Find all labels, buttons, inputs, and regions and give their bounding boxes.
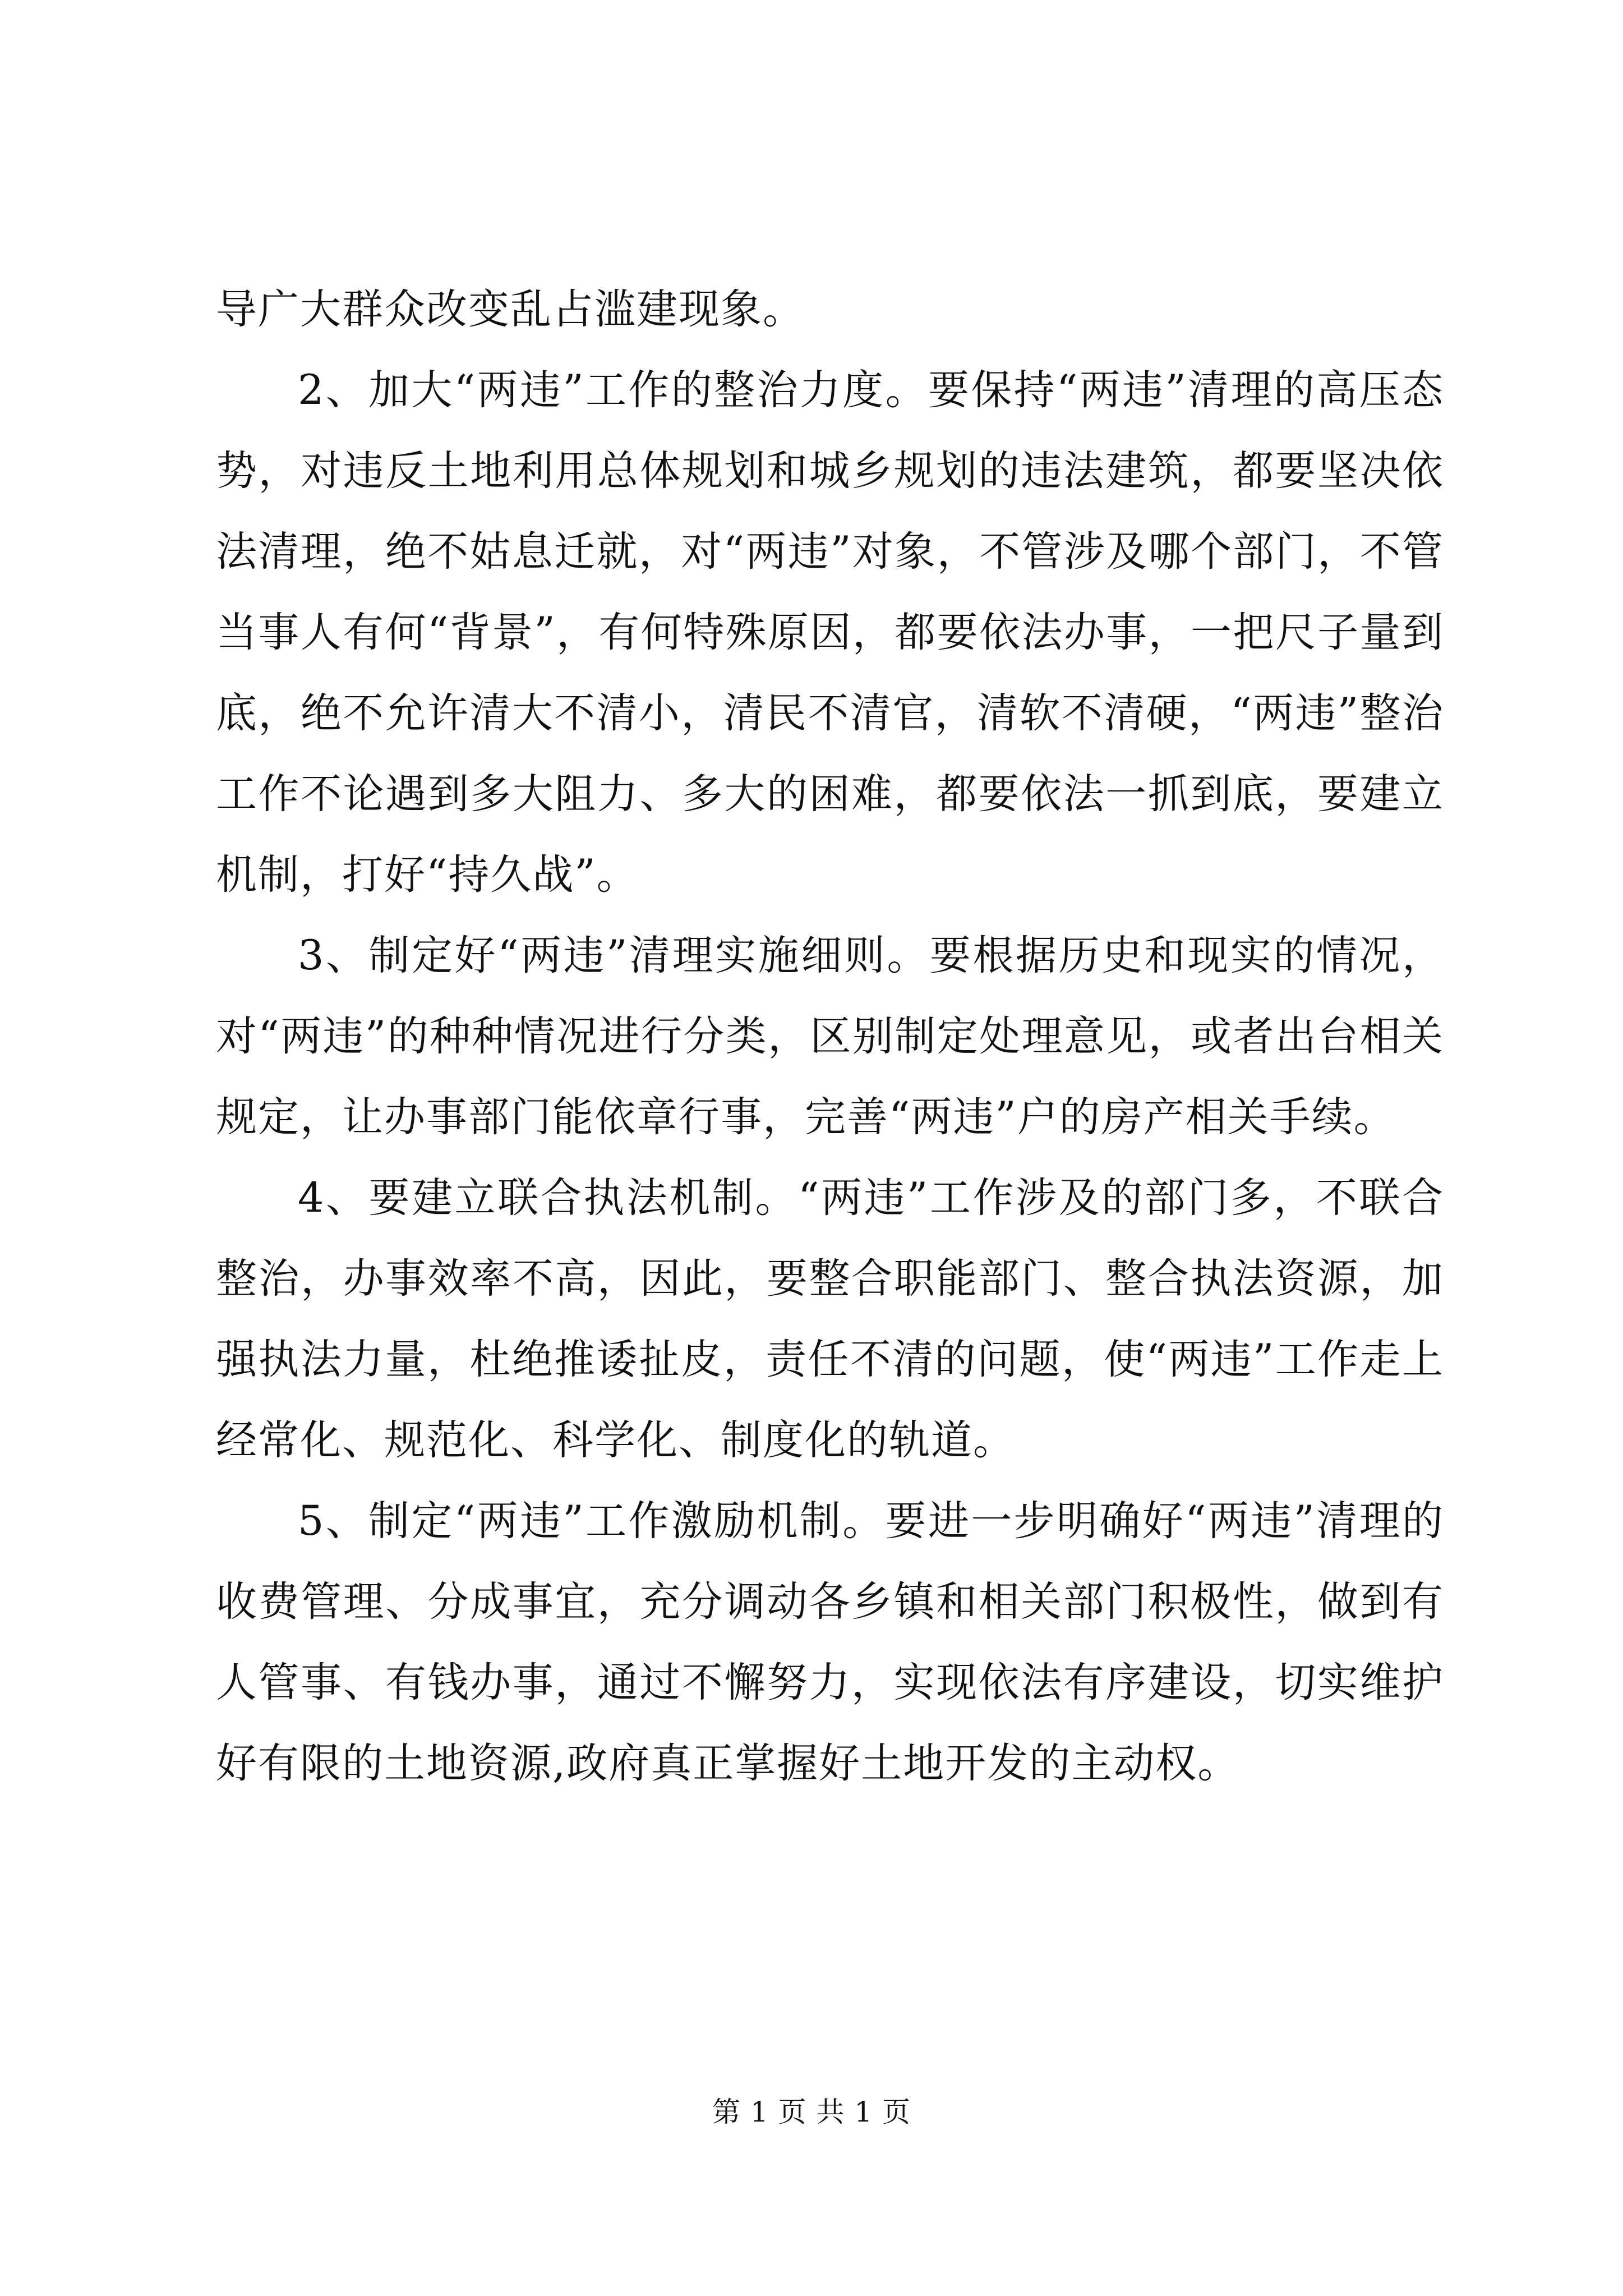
paragraph-item-2: 2、加大“两违”工作的整治力度。要保持“两违”清理的高压态势，对违反土地利用总体规划和城乡规划的违法建筑，都要坚决依法清理，绝不姑息迁就，对“两违”对象，不管涉及哪个部门，不管当事人有何“背景”，有何特殊原因，都要依法办事，一把尺子量到底，绝不允许清大不清小，清民不清官，清软不清硬，“两违”整治工作不论遇到多大阻力、多大的困难，都要依法一抓到底，要建立机制，打好“持久战”。	[216, 366, 1444, 899]
page-footer: 第 1 页 共 1 页	[712, 2096, 911, 2128]
paragraph-item-5: 5、制定“两违”工作激励机制。要进一步明确好“两违”清理的收费管理、分成事宜，充分调动各乡镇和相关部门积极性，做到有人管事、有钱办事，通过不懈努力，实现依法有序建设，切实维护好有限的土地资源,政府真正掌握好土地开发的主动权。	[216, 1497, 1444, 1787]
document-body	[216, 269, 1444, 1804]
paragraph-item-3: 3、制定好“两违”清理实施细则。要根据历史和现实的情况，对“两违”的种种情况进行分类，区别制定处理意见，或者出台相关规定，让办事部门能依章行事，完善“两违”户的房产相关手续。	[216, 932, 1444, 1141]
paragraph-item-4: 4、要建立联合执法机制。“两违”工作涉及的部门多，不联合整治，办事效率不高，因此，要整合职能部门、整合执法资源，加强执法力量，杜绝推诿扯皮，责任不清的问题，使“两违”工作走上经常化、规范化、科学化、制度化的轨道。	[216, 1174, 1444, 1464]
paragraph-continuation: 导广大群众改变乱占滥建现象。	[216, 286, 805, 333]
